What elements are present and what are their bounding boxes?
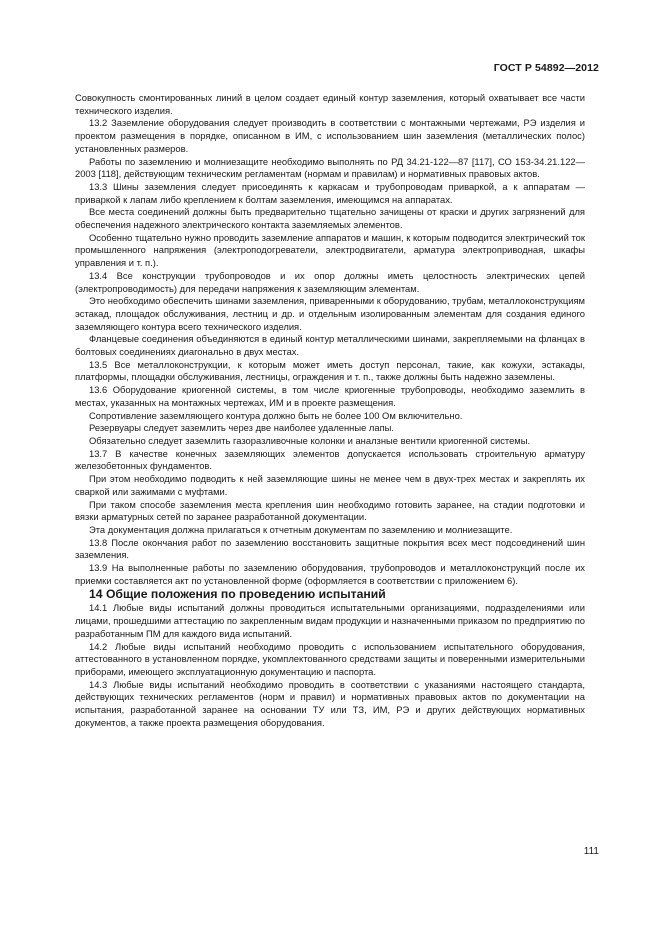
paragraph: 13.2 Заземление оборудования следует производить в соответствии с монтажными чертежами, РЭ изделия и проектом размещения в порядке, описанном в ИМ, с использованием шин заземления (металлических полос) установленных размеров. xyxy=(75,117,585,154)
paragraph: 13.4 Все конструкции трубопроводов и их опор должны иметь целостность электрических цепей (электропроводимость) для передачи напряжения к заземляющим элементам. xyxy=(75,269,585,294)
paragraph: Фланцевые соединения объединяются в единый контур металлическими шинами, закрепляемыми на фланцах в болтовых соединениях диагонально в двух местах. xyxy=(75,333,585,358)
paragraph: Особенно тщательно нужно проводить заземление аппаратов и машин, к которым подводится электрический ток промышленного напряжения (электроподогреватели, электродвигатели, арматура электроприводная, шкафы управления и т. п.). xyxy=(75,231,585,269)
paragraph: 13.7 В качестве конечных заземляющих элементов допускается использовать строительную арматуру железобетонных фундаментов. xyxy=(75,447,585,472)
section-heading: 14 Общие положения по проведению испытаний xyxy=(89,587,386,602)
paragraph: 14.1 Любые виды испытаний должны проводиться испытательными организациями, подразделениями или лицами, прошедшими аттестацию по закрепленным видам продукции и назначенными приказом по предприятию по разработанным ПМ для каждого вида испытаний. xyxy=(75,602,585,639)
paragraph: 13.3 Шины заземления следует присоединять к каркасам и трубопроводам приваркой, а к аппаратам — приваркой к лапам либо креплением к болтам заземления, имеющимся на аппаратах. xyxy=(75,180,585,205)
paragraph: Совокупность смонтированных линий в целом создает единый контур заземления, который охватывает все части технического изделия. xyxy=(75,92,585,116)
document-body xyxy=(75,92,585,729)
paragraph: Сопротивление заземляющего контура должно быть не более 100 Ом включительно. xyxy=(89,409,463,421)
paragraph: Работы по заземлению и молниезащите необходимо выполнять по РД 34.21-122—87 [117], СО 153-34.21.122—2003 [118], действующим техническим регламентам (нормам и правилам) и нормативных правовых актов. xyxy=(75,155,585,180)
paragraph: Эта документация должна прилагаться к отчетным документам по заземлению и молниезащите. xyxy=(89,523,513,535)
document-code-header: ГОСТ Р 54892—2012 xyxy=(493,62,599,74)
paragraph: 13.5 Все металлоконструкции, к которым может иметь доступ персонал, такие, как кожухи, эстакады, платформы, площадки обслуживания, лестницы, ограждения и т. п., также должны быть надежно заземлены. xyxy=(75,358,585,383)
paragraph: 13.8 После окончания работ по заземлению восстановить защитные покрытия всех мест подсоединений шин заземления. xyxy=(75,536,585,561)
paragraph: Резервуары следует заземлить через две наиболее удаленные лапы. xyxy=(89,422,395,434)
page-number: 111 xyxy=(583,846,599,857)
paragraph: Это необходимо обеспечить шинами заземления, приваренными к оборудованию, трубам, металлоконструкциям эстакад, площадок обслуживания, лестниц и др. и отдельным изолированным элементам для создания единого заземляющего контура всего технического изделия. xyxy=(75,295,585,332)
paragraph: 13.6 Оборудование криогенной системы, в том числе криогенные трубопроводы, необходимо заземлить в местах, указанных на монтажных чертежах, ИМ и в проекте размещения. xyxy=(75,384,585,408)
paragraph: При этом необходимо подводить к ней заземляющие шины не менее чем в двух-трех местах и закреплять их сваркой или зажимами с муфтами. xyxy=(75,473,585,497)
paragraph: 14.3 Любые виды испытаний необходимо проводить в соответствии с указаниями настоящего стандарта, действующих технических регламентов (норм и правил) и нормативных правовых актов по документации на испытания, разработанной заранее на основании ТУ или ТЗ, ИМ, РЭ и других действующих нормативных документов, а также проекта размещения оборудования. xyxy=(75,678,585,728)
paragraph: 14.2 Любые виды испытаний необходимо проводить с использованием испытательного оборудования, аттестованного в установленном порядке, укомплектованного средствами защиты и поверенными измерительными приборами, имеющего эксплуатационную документацию и паспорта. xyxy=(75,640,585,677)
paragraph: Все места соединений должны быть предварительно тщательно зачищены от краски и других загрязнений для обеспечения надежного электрического контакта заземляемых элементов. xyxy=(75,206,585,231)
paragraph: При таком способе заземления места крепления шин необходимо готовить заранее, на стадии подготовки и вязки арматурных сетей по заранее разработанной документации. xyxy=(75,498,585,523)
paragraph: 13.9 На выполненные работы по заземлению оборудования, трубопроводов и металлоконструкций после их приемки составляется акт по установленной форме (оформляется в соответствии с приложением 6). xyxy=(75,562,585,586)
paragraph: Обязательно следует заземлить газоразливочные колонки и аналзные вентили криогенной системы. xyxy=(89,434,531,446)
